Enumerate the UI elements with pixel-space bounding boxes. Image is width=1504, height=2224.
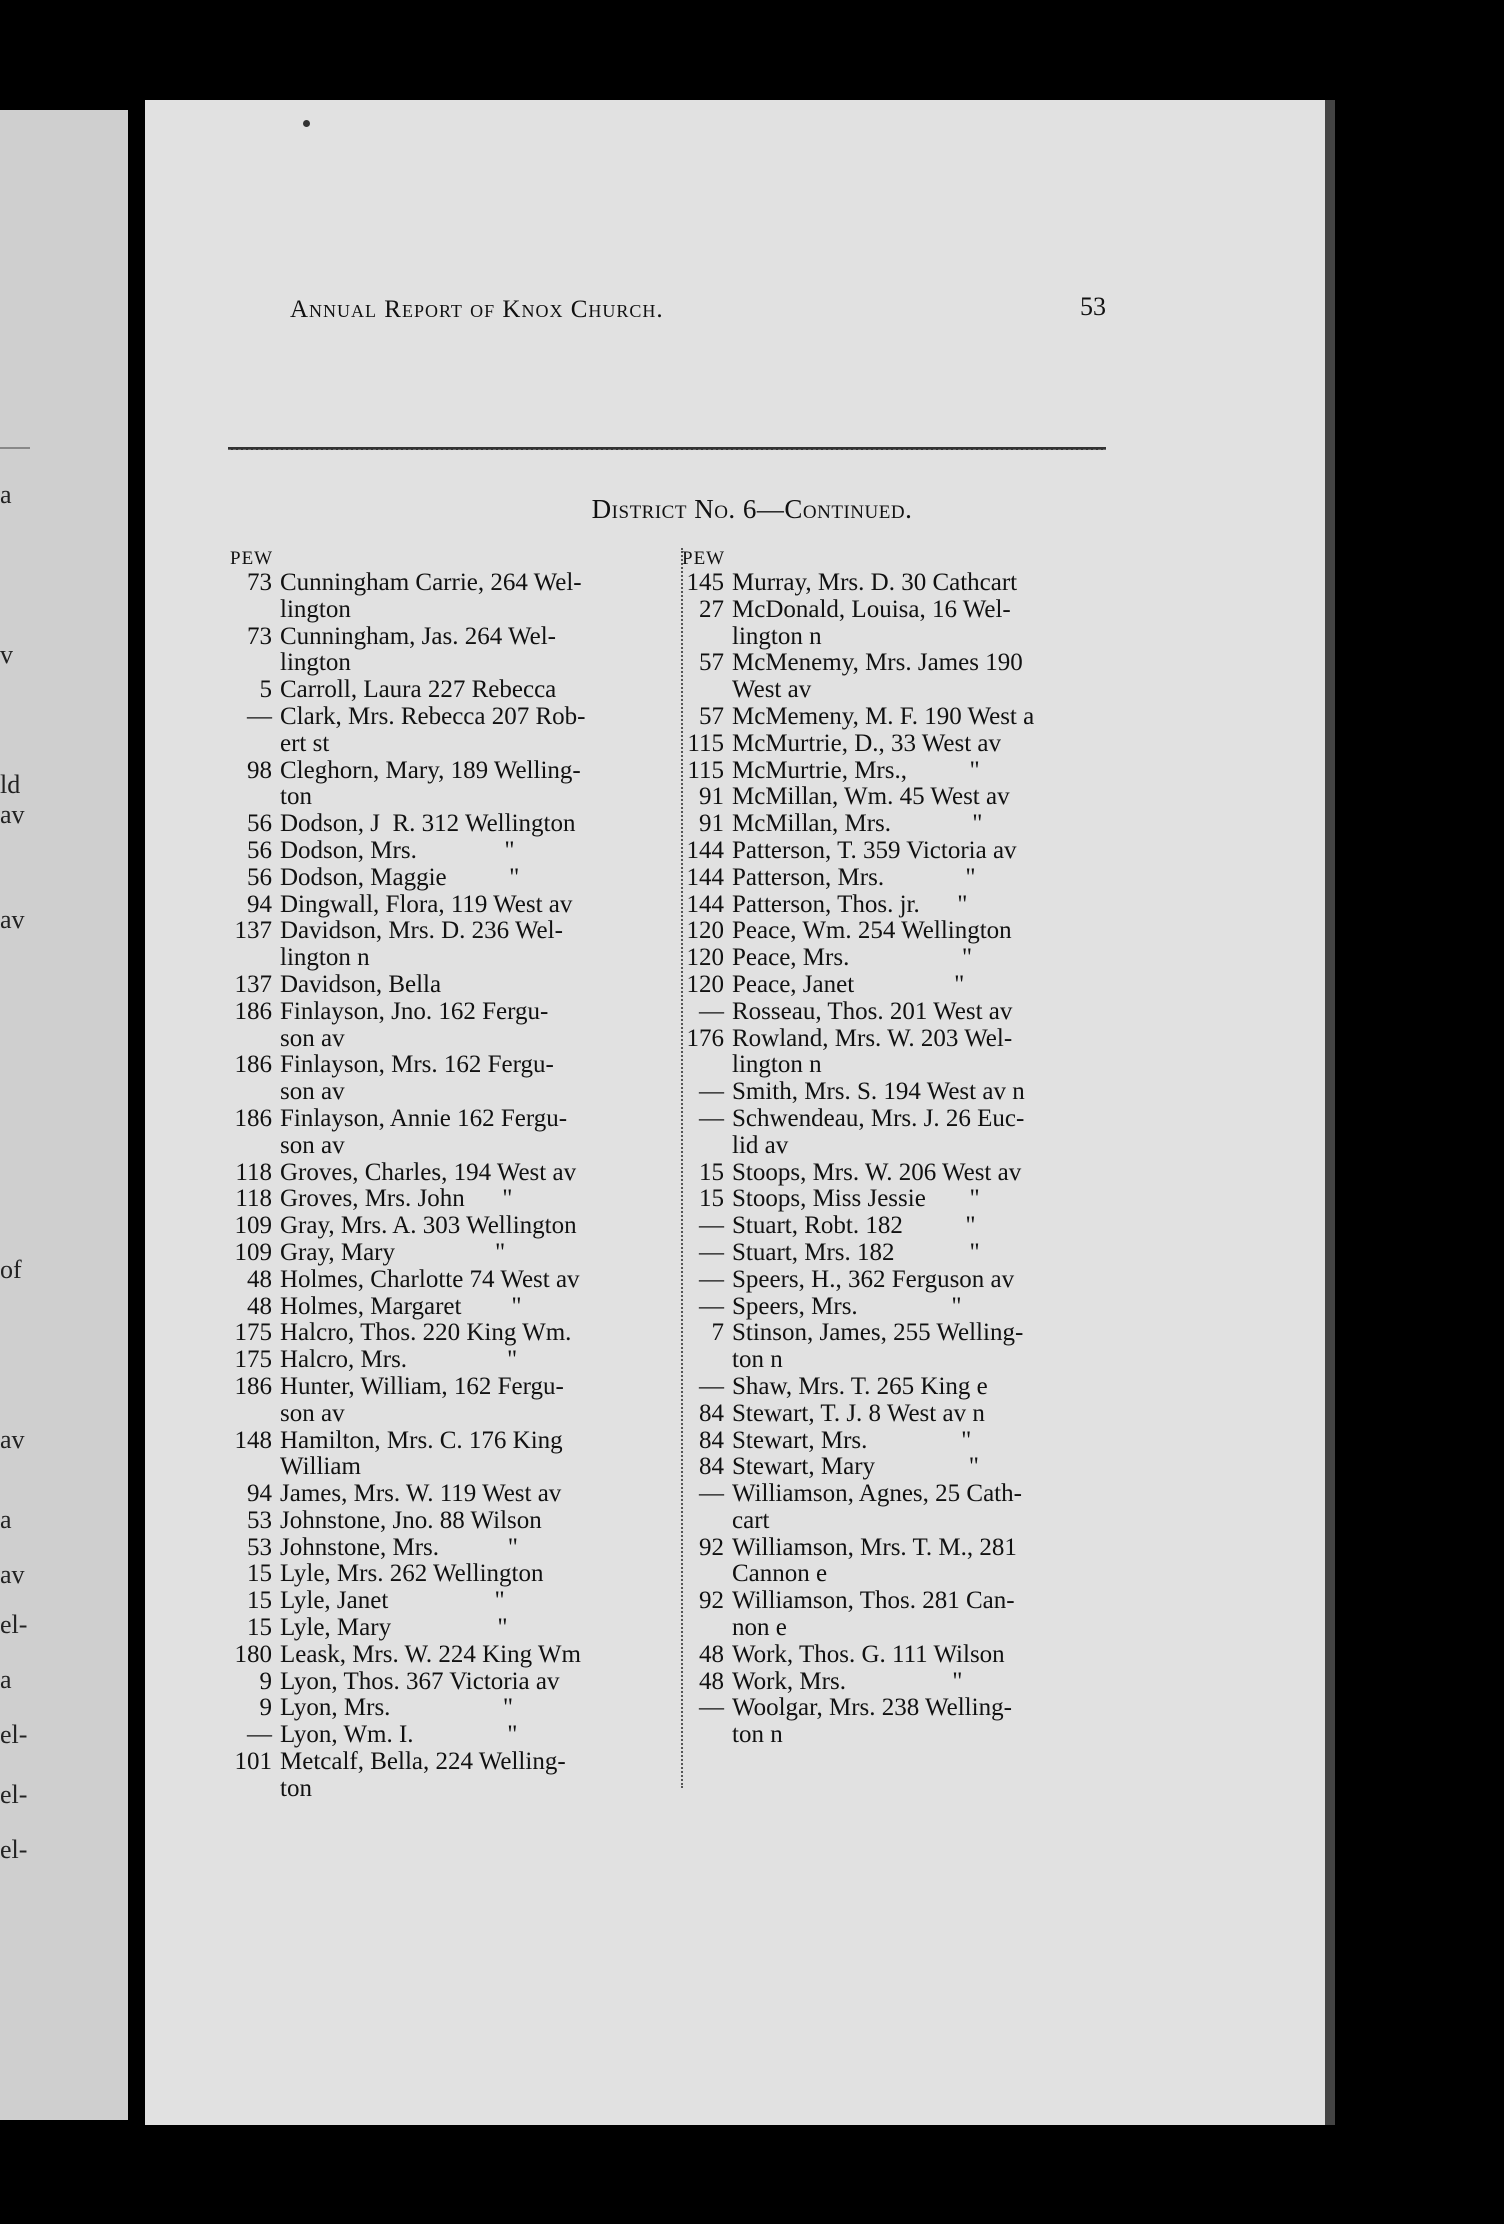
- directory-entry: [682, 1401, 1122, 1428]
- entry-text: Stinson, James, 255 Welling-: [732, 1319, 1024, 1347]
- entry-text: Hamilton, Mrs. C. 176 King: [280, 1426, 563, 1454]
- left-page-text-fragment: a: [0, 480, 12, 509]
- left-page-text-fragment: el-: [0, 1720, 28, 1749]
- pew-number: 15: [247, 1560, 272, 1588]
- directory-entry: [682, 570, 1122, 597]
- directory-entry: [682, 1481, 1122, 1535]
- pew-number: 57: [699, 649, 724, 677]
- left-page-text-fragment: el-: [0, 1835, 28, 1864]
- pew-number: 48: [699, 1640, 724, 1668]
- entry-text: Finlayson, Annie 162 Fergu-: [280, 1104, 568, 1132]
- entry-continuation: son av: [280, 1078, 345, 1106]
- entry-text: Leask, Mrs. W. 224 King Wm: [280, 1640, 581, 1668]
- directory-entry: [230, 758, 670, 812]
- left-page-fragment: [0, 110, 128, 2120]
- pew-number: 144: [686, 890, 724, 918]
- directory-entry: [682, 945, 1122, 972]
- directory-entry: [682, 1642, 1122, 1669]
- entry-text: Rowland, Mrs. W. 203 Wel-: [732, 1024, 1013, 1052]
- pew-number: 186: [234, 1104, 272, 1132]
- entry-text: Schwendeau, Mrs. J. 26 Euc-: [732, 1104, 1025, 1132]
- pew-number: 175: [234, 1346, 272, 1374]
- directory-entry: [230, 1722, 670, 1749]
- directory-entry: [230, 677, 670, 704]
- directory-entry: [682, 1588, 1122, 1642]
- directory-entry: [682, 1695, 1122, 1749]
- entry-text: Lyle, Mary ": [280, 1614, 508, 1642]
- entry-text: Hunter, William, 162 Fergu-: [280, 1372, 564, 1400]
- pew-number: 115: [687, 729, 724, 757]
- entry-text: Peace, Janet ": [732, 970, 965, 998]
- directory-entry: [682, 972, 1122, 999]
- directory-entry: [230, 1052, 670, 1106]
- directory-entry: [230, 1428, 670, 1482]
- pew-number: 144: [686, 836, 724, 864]
- entry-continuation: ton: [280, 783, 312, 811]
- entry-text: Work, Mrs. ": [732, 1667, 963, 1695]
- directory-entry: [682, 1454, 1122, 1481]
- entry-text: Lyle, Mrs. 262 Wellington: [280, 1560, 544, 1588]
- pew-number: 186: [234, 1372, 272, 1400]
- directory-entry: [230, 1669, 670, 1696]
- entry-text: Smith, Mrs. S. 194 West av n: [732, 1078, 1025, 1106]
- entry-continuation: cart: [732, 1506, 770, 1534]
- entry-text: Dodson, Maggie ": [280, 863, 520, 891]
- directory-entry: [230, 1160, 670, 1187]
- pew-number: 5: [259, 676, 272, 704]
- pew-column-label: PEW: [230, 548, 274, 569]
- entry-continuation: ton n: [732, 1346, 783, 1374]
- directory-entry: [682, 650, 1122, 704]
- directory-entry: [230, 624, 670, 678]
- pew-number: 48: [247, 1292, 272, 1320]
- pew-number: 120: [686, 917, 724, 945]
- directory-entry: [230, 1561, 670, 1588]
- directory-entry: [230, 918, 670, 972]
- directory-entry: [230, 1508, 670, 1535]
- pew-number: 94: [247, 890, 272, 918]
- directory-entry: [682, 999, 1122, 1026]
- left-page-text-fragment: av: [0, 1560, 25, 1589]
- pew-number: 57: [699, 702, 724, 730]
- right-column: [682, 548, 1122, 1749]
- directory-entry: [230, 1749, 670, 1803]
- pew-number: —: [699, 1292, 724, 1320]
- pew-number: 118: [235, 1158, 272, 1186]
- left-page-text-fragment: v: [0, 640, 13, 669]
- entry-text: Williamson, Mrs. T. M., 281: [732, 1533, 1017, 1561]
- entry-continuation: William: [280, 1453, 361, 1481]
- directory-entry: [682, 811, 1122, 838]
- entry-text: Murray, Mrs. D. 30 Cathcart: [732, 569, 1018, 596]
- pew-number: 176: [686, 1024, 724, 1052]
- entry-text: Dingwall, Flora, 119 West av: [280, 890, 573, 918]
- pew-number: 56: [247, 863, 272, 891]
- pew-number: 92: [699, 1587, 724, 1615]
- entry-continuation: ert st: [280, 729, 330, 757]
- entry-text: Cunningham, Jas. 264 Wel-: [280, 622, 556, 650]
- entry-continuation: son av: [280, 1399, 345, 1427]
- directory-entry: [230, 1240, 670, 1267]
- entry-text: Stewart, Mrs. ": [732, 1426, 972, 1454]
- pew-number: 53: [247, 1506, 272, 1534]
- running-head: Annual Report of Knox Church.: [290, 296, 664, 323]
- entry-text: Stoops, Mrs. W. 206 West av: [732, 1158, 1022, 1186]
- entry-text: Williamson, Agnes, 25 Cath-: [732, 1480, 1022, 1508]
- entry-text: Johnstone, Mrs. ": [280, 1533, 518, 1561]
- directory-entry: [682, 1374, 1122, 1401]
- entry-continuation: ton: [280, 1774, 312, 1802]
- entry-continuation: lington n: [732, 622, 822, 650]
- directory-entry: [682, 1669, 1122, 1696]
- pew-number: —: [699, 1104, 724, 1132]
- directory-entry: [230, 1294, 670, 1321]
- entry-continuation: West av: [732, 676, 812, 704]
- entry-text: Lyon, Mrs. ": [280, 1694, 514, 1722]
- directory-entry: [230, 1213, 670, 1240]
- entry-continuation: lid av: [732, 1131, 789, 1159]
- directory-entry: [682, 1186, 1122, 1213]
- pew-number: —: [699, 1238, 724, 1266]
- entry-text: Rosseau, Thos. 201 West av: [732, 997, 1013, 1025]
- entry-text: Woolgar, Mrs. 238 Welling-: [732, 1694, 1012, 1722]
- directory-entry: [682, 704, 1122, 731]
- pew-number: —: [247, 1721, 272, 1749]
- pew-number: 137: [234, 970, 272, 998]
- pew-number: 94: [247, 1480, 272, 1508]
- directory-entry: [230, 1267, 670, 1294]
- pew-number: 27: [699, 595, 724, 623]
- pew-number: —: [699, 1372, 724, 1400]
- directory-entry: [230, 999, 670, 1053]
- pew-number: —: [699, 1078, 724, 1106]
- directory-entry: [682, 1240, 1122, 1267]
- pew-number: 56: [247, 810, 272, 838]
- left-column: [230, 548, 670, 1803]
- entry-text: Carroll, Laura 227 Rebecca: [280, 676, 557, 704]
- entry-text: McMillan, Mrs. ": [732, 810, 983, 838]
- pew-number: 120: [686, 944, 724, 972]
- directory-entry: [230, 1186, 670, 1213]
- directory-entry: [682, 784, 1122, 811]
- entry-text: Halcro, Mrs. ": [280, 1346, 518, 1374]
- pew-number: 53: [247, 1533, 272, 1561]
- pew-number: 186: [234, 997, 272, 1025]
- entry-text: Holmes, Charlotte 74 West av: [280, 1265, 580, 1293]
- left-page-text-fragment: ld: [0, 770, 21, 799]
- entry-text: Patterson, T. 359 Victoria av: [732, 836, 1017, 864]
- entry-text: Lyon, Wm. I. ": [280, 1721, 518, 1749]
- pew-number: 145: [686, 569, 724, 596]
- directory-entry: [230, 1347, 670, 1374]
- pew-number: 56: [247, 836, 272, 864]
- pew-number: —: [699, 1265, 724, 1293]
- directory-entry: [682, 758, 1122, 785]
- pew-number: 144: [686, 863, 724, 891]
- pew-number: 175: [234, 1319, 272, 1347]
- left-page-text-fragment: a: [0, 1505, 12, 1534]
- directory-entry: [230, 1481, 670, 1508]
- entry-text: Speers, Mrs. ": [732, 1292, 962, 1320]
- entry-text: Davidson, Bella: [280, 970, 442, 998]
- pew-number: 48: [699, 1667, 724, 1695]
- directory-entry: [230, 1642, 670, 1669]
- directory-entry: [682, 838, 1122, 865]
- entry-text: Work, Thos. G. 111 Wilson: [732, 1640, 1005, 1668]
- directory-entry: [682, 1320, 1122, 1374]
- pew-number: 15: [247, 1587, 272, 1615]
- directory-entry: [230, 1374, 670, 1428]
- entry-text: Davidson, Mrs. D. 236 Wel-: [280, 917, 563, 945]
- entry-text: Stewart, T. J. 8 West av n: [732, 1399, 985, 1427]
- district-title: District No. 6—Continued.: [591, 494, 913, 524]
- directory-entry: [230, 1320, 670, 1347]
- entry-text: Metcalf, Bella, 224 Welling-: [280, 1748, 566, 1776]
- directory-entry: [230, 892, 670, 919]
- directory-entry: [230, 1106, 670, 1160]
- directory-entry: [682, 1535, 1122, 1589]
- entry-continuation: lington n: [732, 1051, 822, 1079]
- header-rule: [228, 447, 1106, 450]
- directory-entry: [230, 865, 670, 892]
- pew-number: 84: [699, 1399, 724, 1427]
- entry-text: Williamson, Thos. 281 Can-: [732, 1587, 1015, 1615]
- entry-text: Peace, Wm. 254 Wellington: [732, 917, 1012, 945]
- directory-entry: [682, 1160, 1122, 1187]
- directory-entry: [230, 972, 670, 999]
- entry-text: Gray, Mrs. A. 303 Wellington: [280, 1212, 577, 1240]
- entry-continuation: non e: [732, 1614, 787, 1642]
- pew-number: 180: [234, 1640, 272, 1668]
- pew-number: —: [699, 1694, 724, 1722]
- directory-entry: [682, 1428, 1122, 1455]
- pew-number: 98: [247, 756, 272, 784]
- directory-entry: [682, 1267, 1122, 1294]
- entry-text: Finlayson, Mrs. 162 Fergu-: [280, 1051, 554, 1079]
- pew-number: —: [699, 997, 724, 1025]
- directory-entry: [230, 704, 670, 758]
- pew-number: 73: [247, 622, 272, 650]
- pew-number: 120: [686, 970, 724, 998]
- pew-number: 15: [699, 1185, 724, 1213]
- entry-text: James, Mrs. W. 119 West av: [280, 1480, 562, 1508]
- entry-continuation: lington n: [280, 944, 370, 972]
- entry-text: McDonald, Louisa, 16 Wel-: [732, 595, 1011, 623]
- left-page-text-fragment: of: [0, 1255, 22, 1284]
- entry-text: McMenemy, Mrs. James 190: [732, 649, 1023, 677]
- left-page-text-fragment: el-: [0, 1610, 28, 1639]
- directory-entry: [682, 1294, 1122, 1321]
- directory-entry: [682, 597, 1122, 651]
- pew-column-label: PEW: [682, 548, 726, 569]
- left-page-text-fragment: av: [0, 800, 25, 829]
- entry-text: Clark, Mrs. Rebecca 207 Rob-: [280, 702, 586, 730]
- entry-continuation: lington: [280, 649, 351, 677]
- entry-text: Finlayson, Jno. 162 Fergu-: [280, 997, 549, 1025]
- directory-entry: [682, 731, 1122, 758]
- directory-entry: [682, 918, 1122, 945]
- ink-speck: [303, 120, 310, 127]
- entry-text: Stewart, Mary ": [732, 1453, 979, 1481]
- entry-text: Groves, Charles, 194 West av: [280, 1158, 577, 1186]
- entry-text: Johnstone, Jno. 88 Wilson: [280, 1506, 542, 1534]
- pew-number: 118: [235, 1185, 272, 1213]
- left-page-text-fragment: av: [0, 905, 25, 934]
- directory-entry: [682, 1106, 1122, 1160]
- entry-text: Dodson, Mrs. ": [280, 836, 515, 864]
- pew-number: 15: [699, 1158, 724, 1186]
- entry-continuation: son av: [280, 1024, 345, 1052]
- pew-number: 7: [711, 1319, 724, 1347]
- pew-number: 101: [234, 1748, 272, 1776]
- pew-number: 148: [234, 1426, 272, 1454]
- entry-continuation: Cannon e: [732, 1560, 828, 1588]
- pew-number: —: [699, 1480, 724, 1508]
- directory-entry: [682, 865, 1122, 892]
- entry-text: Stuart, Mrs. 182 ": [732, 1238, 980, 1266]
- directory-entry: [230, 811, 670, 838]
- entry-text: Dodson, J R. 312 Wellington: [280, 810, 576, 838]
- pew-number: 137: [234, 917, 272, 945]
- pew-number: 109: [234, 1212, 272, 1240]
- pew-number: 109: [234, 1238, 272, 1266]
- left-page-rule: [0, 447, 30, 449]
- entry-text: Stoops, Miss Jessie ": [732, 1185, 980, 1213]
- page-number: 53: [1080, 292, 1106, 321]
- pew-number: —: [247, 702, 272, 730]
- directory-entry: [230, 1695, 670, 1722]
- entry-text: Peace, Mrs. ": [732, 944, 973, 972]
- pew-number: —: [699, 1212, 724, 1240]
- directory-entry: [682, 1026, 1122, 1080]
- entry-text: Speers, H., 362 Ferguson av: [732, 1265, 1015, 1293]
- entry-continuation: lington: [280, 595, 351, 623]
- directory-entry: [682, 1079, 1122, 1106]
- entry-text: Halcro, Thos. 220 King Wm.: [280, 1319, 572, 1347]
- entry-text: Gray, Mary ": [280, 1238, 506, 1266]
- entry-text: Lyon, Thos. 367 Victoria av: [280, 1667, 560, 1695]
- entry-continuation: son av: [280, 1131, 345, 1159]
- entry-text: Patterson, Mrs. ": [732, 863, 976, 891]
- pew-number: 91: [699, 783, 724, 811]
- entry-text: Stuart, Robt. 182 ": [732, 1212, 976, 1240]
- entry-text: Groves, Mrs. John ": [280, 1185, 513, 1213]
- pew-number: 15: [247, 1614, 272, 1642]
- entry-text: Cleghorn, Mary, 189 Welling-: [280, 756, 581, 784]
- entry-text: Lyle, Janet ": [280, 1587, 505, 1615]
- pew-number: 48: [247, 1265, 272, 1293]
- pew-number: 92: [699, 1533, 724, 1561]
- pew-number: 9: [259, 1667, 272, 1695]
- entry-continuation: ton n: [732, 1721, 783, 1749]
- directory-entry: [230, 570, 670, 624]
- entry-text: McMemeny, M. F. 190 West a: [732, 702, 1035, 730]
- left-page-text-fragment: av: [0, 1425, 25, 1454]
- entry-text: Patterson, Thos. jr. ": [732, 890, 968, 918]
- pew-number: 73: [247, 569, 272, 596]
- pew-number: 91: [699, 810, 724, 838]
- pew-number: 84: [699, 1453, 724, 1481]
- directory-entry: [682, 1213, 1122, 1240]
- entry-text: McMillan, Wm. 45 West av: [732, 783, 1010, 811]
- directory-entry: [230, 1535, 670, 1562]
- directory-entry: [230, 838, 670, 865]
- entry-text: McMurtrie, Mrs., ": [732, 756, 980, 784]
- entry-text: Shaw, Mrs. T. 265 King e: [732, 1372, 988, 1400]
- left-page-text-fragment: a: [0, 1665, 12, 1694]
- entry-text: Cunningham Carrie, 264 Wel-: [280, 569, 582, 596]
- entry-text: McMurtrie, D., 33 West av: [732, 729, 1002, 757]
- pew-number: 115: [687, 756, 724, 784]
- pew-number: 186: [234, 1051, 272, 1079]
- left-page-text-fragment: el-: [0, 1780, 28, 1809]
- directory-entry: [230, 1588, 670, 1615]
- pew-number: 84: [699, 1426, 724, 1454]
- entry-text: Holmes, Margaret ": [280, 1292, 522, 1320]
- directory-entry: [230, 1615, 670, 1642]
- directory-entry: [682, 892, 1122, 919]
- pew-number: 9: [259, 1694, 272, 1722]
